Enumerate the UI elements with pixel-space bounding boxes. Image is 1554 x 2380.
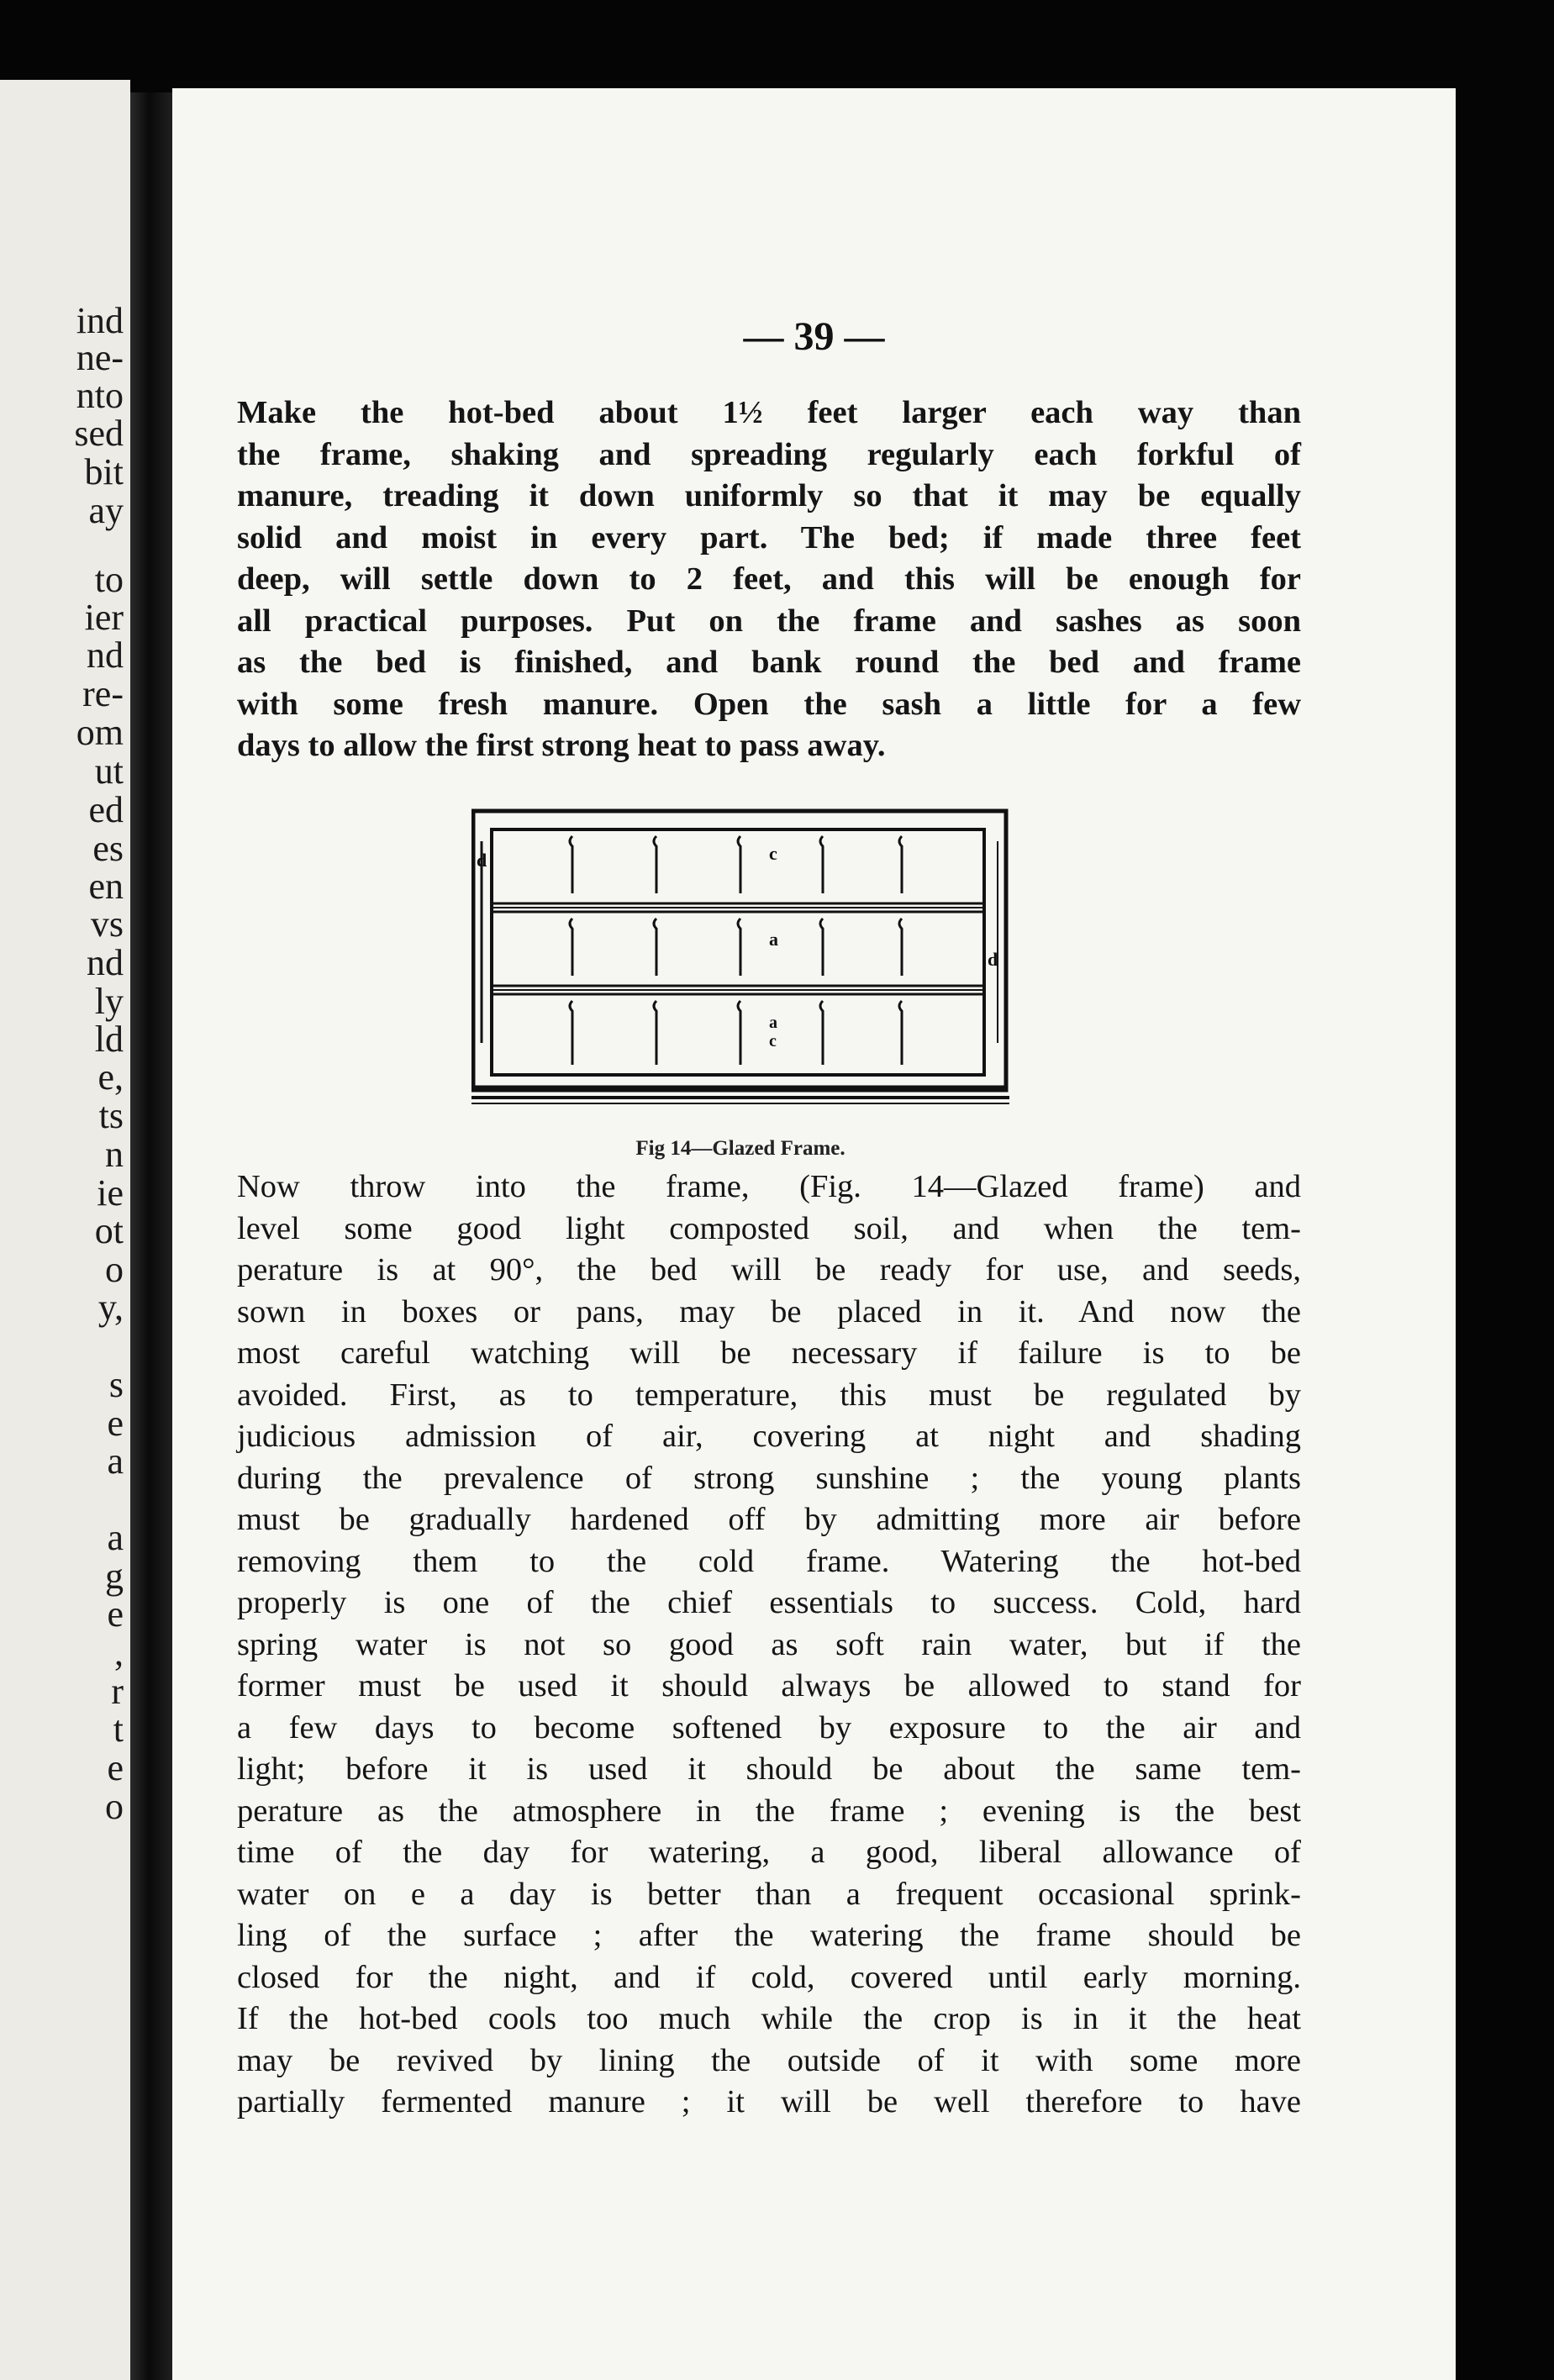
left-page-fragment: ed: [88, 789, 124, 830]
text-line: manure, treading it down uniformly so that it may be equally: [237, 478, 1301, 513]
text-line: perature as the atmosphere in the frame ; evening is the best: [237, 1793, 1301, 1829]
left-page-fragment: re-: [82, 673, 124, 714]
text-line: solid and moist in every part. The bed; if made three feet: [237, 519, 1301, 556]
left-page-fragment: e: [107, 1403, 124, 1444]
text-line: time of the day for watering, a good, liberal allowance of: [237, 1835, 1301, 1870]
text-line: Now throw into the frame, (Fig. 14—Glazed frame) and: [237, 1169, 1301, 1204]
text-line: sown in boxes or pans, may be placed in it. And now the: [237, 1293, 1301, 1330]
figure-caption: Fig 14—Glazed Frame.: [635, 1137, 845, 1160]
left-page-fragment: y,: [97, 1287, 124, 1328]
text-line: deep, will settle down to 2 feet, and this will be enough for: [237, 561, 1301, 597]
left-page-fragment: ind: [76, 300, 124, 341]
left-page-fragment: e: [107, 1747, 124, 1788]
left-page-fragment: e,: [97, 1056, 124, 1098]
left-page-fragment: e: [107, 1593, 124, 1635]
text-line: If the hot-bed cools too much while the crop is in it the heat: [237, 2001, 1301, 2036]
left-page-fragment: nto: [76, 375, 124, 416]
label-row3-bottom: c: [769, 1032, 777, 1050]
text-line: days to allow the first strong heat to pass away.: [237, 728, 886, 763]
label-right: d: [988, 949, 998, 970]
text-line: Make the hot-bed about 1½ feet larger each way than: [237, 395, 1301, 430]
left-page-fragment: r: [111, 1671, 124, 1712]
left-page-fragment: ld: [94, 1019, 124, 1060]
text-line: a few days to become softened by exposure to the air and: [237, 1709, 1301, 1746]
text-line: judicious admission of air, covering at night and shading: [237, 1419, 1301, 1454]
left-page-fragment: nd: [87, 634, 124, 676]
left-page-fragment: n: [105, 1134, 124, 1175]
left-page-fragment: g: [105, 1556, 124, 1597]
text-line: water on e a day is better than a frequent occasional sprink-: [237, 1876, 1301, 1912]
text-line: with some fresh manure. Open the sash a little for a few: [237, 686, 1301, 722]
figure-glazed-frame: [471, 808, 1009, 1165]
paragraph-two: [237, 1166, 1301, 2124]
text-line: perature is at 90°, the bed will be ready for use, and seeds,: [237, 1252, 1301, 1287]
label-row2: a: [769, 929, 778, 950]
text-line: all practical purposes. Put on the frame and sashes as soon: [237, 603, 1301, 639]
book-page: [172, 88, 1456, 2380]
left-page-fragment: en: [88, 866, 124, 907]
left-page-fragment: ut: [94, 750, 124, 792]
left-page-fragment: ie: [97, 1172, 124, 1214]
text-line: avoided. First, as to temperature, this must be regulated by: [237, 1377, 1301, 1413]
text-line: the frame, shaking and spreading regularly each forkful of: [237, 436, 1301, 472]
text-line: must be gradually hardened off by admitting more air before: [237, 1502, 1301, 1537]
left-page-fragment: ay: [88, 490, 124, 531]
left-page-fragment: a: [107, 1440, 124, 1482]
text-line: as the bed is finished, and bank round the bed and frame: [237, 645, 1301, 680]
text-line: may be revived by lining the outside of it with some more: [237, 2042, 1301, 2078]
left-page-fragment: sed: [74, 413, 124, 454]
label-row1: c: [769, 843, 777, 864]
text-line: former must be used it should always be allowed to stand for: [237, 1668, 1301, 1703]
left-page-fragment: om: [76, 712, 124, 753]
glazed-frame-illustration: [471, 808, 1009, 1127]
left-page-fragment: t: [113, 1709, 124, 1750]
text-line: properly is one of the chief essentials to success. Cold, hard: [237, 1585, 1301, 1620]
left-page-fragment: bit: [84, 451, 124, 492]
text-line: partially fermented manure ; it will be well therefore to have: [237, 2084, 1301, 2119]
left-page-fragment: ier: [84, 597, 124, 638]
book-gutter: [130, 92, 172, 2380]
label-row3-top: a: [769, 1014, 777, 1032]
text-line: spring water is not so good as soft rain water, but if the: [237, 1626, 1301, 1662]
text-line: most careful watching will be necessary if failure is to be: [237, 1335, 1301, 1371]
left-page-fragment: ly: [94, 981, 124, 1022]
left-page-fragment: nd: [87, 942, 124, 983]
left-page-fragment: ot: [94, 1210, 124, 1251]
frame-inner-border: [492, 829, 984, 1075]
text-line: closed for the night, and if cold, covered until early morning.: [237, 1959, 1301, 1995]
left-page-fragment: ts: [98, 1095, 124, 1136]
paragraph-one: [237, 392, 1301, 767]
glazing-bars: [570, 836, 902, 1065]
page-number: — 39 —: [743, 314, 885, 359]
text-line: level some good light composted soil, and when the tem-: [237, 1210, 1301, 1246]
text-line: ling of the surface ; after the watering the frame should be: [237, 1918, 1301, 1953]
text-line: light; before it is used it should be about the same tem-: [237, 1751, 1301, 1787]
text-line: removing them to the cold frame. Watering the hot-bed: [237, 1543, 1301, 1579]
adjacent-page-fragment: [0, 80, 130, 2380]
label-left: d: [477, 850, 487, 871]
text-line: during the prevalence of strong sunshine ; the young plants: [237, 1460, 1301, 1496]
left-page-fragment: to: [94, 559, 124, 600]
left-page-fragment: s: [108, 1364, 124, 1405]
left-page-fragment: es: [92, 828, 124, 869]
left-page-fragment: a: [107, 1517, 124, 1558]
left-page-fragment: ,: [114, 1632, 124, 1673]
left-page-fragment: o: [105, 1786, 124, 1827]
left-page-fragment: vs: [90, 903, 124, 945]
left-page-fragment: o: [105, 1249, 124, 1290]
left-page-fragment: ne-: [76, 337, 124, 378]
